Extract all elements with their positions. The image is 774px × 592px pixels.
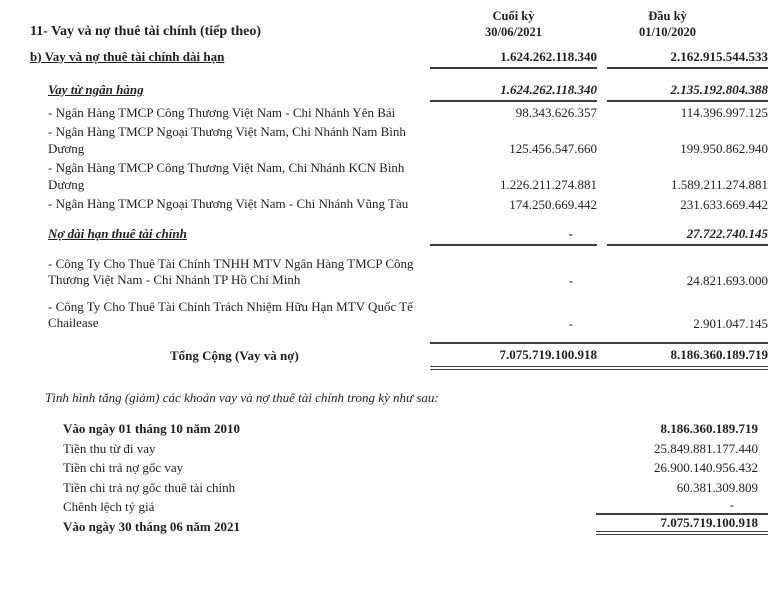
row-label: - Công Ty Cho Thuê Tài Chính TNHH MTV Ngân Hàng TMCP Công Thương Việt Nam - Chi Nhánh TP Hồ Chí Minh	[48, 255, 414, 287]
value-beginning: 8.186.360.189.719	[670, 346, 768, 362]
value-beginning: 199.950.862.940	[680, 141, 768, 156]
value-ending: -	[430, 226, 597, 246]
value-beginning: 1.589.211.274.881	[670, 177, 768, 192]
value-beginning: 2.901.047.145	[693, 315, 768, 331]
loan-row-item-9	[30, 299, 768, 332]
value-ending: 1.226.211.274.881	[499, 177, 597, 192]
row-label: - Ngân Hàng TMCP Ngoại Thương Việt Nam - Chi Nhánh Vũng Tàu	[48, 196, 409, 211]
movement-label: Tiền chi trả nợ gốc vay	[63, 460, 184, 475]
loan-table	[30, 49, 768, 370]
loan-row-group-2	[30, 82, 768, 102]
value-ending: 1.624.262.118.340	[430, 82, 597, 102]
row-label: - Ngân Hàng TMCP Ngoại Thương Việt Nam, Chi Nhánh Nam Bình Dương	[48, 124, 406, 156]
section-title: 11- Vay và nợ thuê tài chính (tiếp theo)	[30, 23, 261, 39]
movement-table	[30, 418, 768, 535]
value-ending: 7.075.719.100.918	[499, 346, 597, 362]
period-label: Cuối kỳ	[492, 9, 535, 23]
movement-row-5	[30, 496, 768, 516]
value-ending: 1.624.262.118.340	[430, 49, 597, 69]
movement-label: Vào ngày 01 tháng 10 năm 2010	[63, 421, 240, 436]
loan-row-section-1	[30, 49, 768, 69]
value-ending: 174.250.669.442	[509, 196, 597, 212]
movement-row-6	[30, 515, 768, 535]
period-date: 01/10/2020	[639, 25, 696, 40]
row-label: Tổng Cộng (Vay và nợ)	[170, 347, 299, 363]
row-label: b) Vay và nợ thuê tài chính dài hạn	[30, 48, 225, 64]
total-values	[430, 342, 768, 370]
loan-row-item-8	[30, 256, 768, 289]
value-beginning: 27.722.740.145	[607, 226, 768, 246]
value-beginning: 114.396.997.125	[680, 105, 768, 120]
period-label: Đầu kỳ	[648, 9, 687, 23]
movement-label: Tiền chi trả nợ gốc thuê tài chính	[63, 479, 236, 495]
movement-value: 25.849.881.177.440	[654, 440, 758, 456]
movement-row-1	[30, 418, 768, 438]
movement-value: 7.075.719.100.918	[596, 515, 768, 535]
movement-label: Tiền thu từ đi vay	[63, 440, 156, 456]
movement-row-3	[30, 457, 768, 477]
loan-row-total-10	[30, 342, 768, 370]
value-beginning: 2.162.915.544.533	[607, 49, 768, 69]
movement-note: Tình hình tăng (giảm) các khoản vay và nợ thuê tài chính trong kỳ như sau:	[45, 389, 439, 405]
row-label: Nợ dài hạn thuê tài chính	[48, 225, 187, 241]
movement-label: Vào ngày 30 tháng 06 năm 2021	[63, 518, 240, 534]
row-label: - Ngân Hàng TMCP Công Thương Việt Nam - Chi Nhánh Yên Bái	[48, 104, 396, 120]
value-ending: 125.456.547.660	[509, 141, 597, 156]
row-label: - Ngân Hàng TMCP Công Thương Việt Nam, Chi Nhánh KCN Bình Dương	[48, 160, 405, 192]
movement-value: -	[596, 497, 768, 515]
loan-row-group-7	[30, 226, 768, 246]
loan-row-item-5	[30, 160, 768, 193]
column-header-ending-period	[430, 8, 597, 41]
movement-value: 60.381.309.809	[676, 479, 758, 495]
value-ending: -	[568, 272, 573, 288]
movement-value: 8.186.360.189.719	[660, 421, 758, 436]
movement-label: Chênh lệch tỷ giá	[63, 499, 155, 514]
value-ending: 98.343.626.357	[515, 105, 597, 120]
movement-row-2	[30, 437, 768, 457]
movement-value: 26.900.140.956.432	[654, 460, 758, 475]
movement-row-4	[30, 476, 768, 496]
column-header-beginning-period	[607, 8, 768, 41]
value-ending: -	[568, 315, 573, 331]
value-beginning: 231.633.669.442	[680, 196, 768, 212]
row-label: Vay từ ngân hàng	[48, 81, 144, 97]
value-beginning: 2.135.192.804.388	[607, 82, 768, 102]
loan-row-item-4	[30, 124, 768, 157]
loan-row-item-6	[30, 196, 768, 213]
loan-row-item-3	[30, 105, 768, 122]
table-header	[30, 8, 768, 41]
value-beginning: 24.821.693.000	[686, 272, 768, 288]
row-label: - Công Ty Cho Thuê Tài Chính Trách Nhiệm Hữu Hạn MTV Quốc Tế Chailease	[48, 298, 413, 330]
period-date: 30/06/2021	[485, 25, 542, 40]
